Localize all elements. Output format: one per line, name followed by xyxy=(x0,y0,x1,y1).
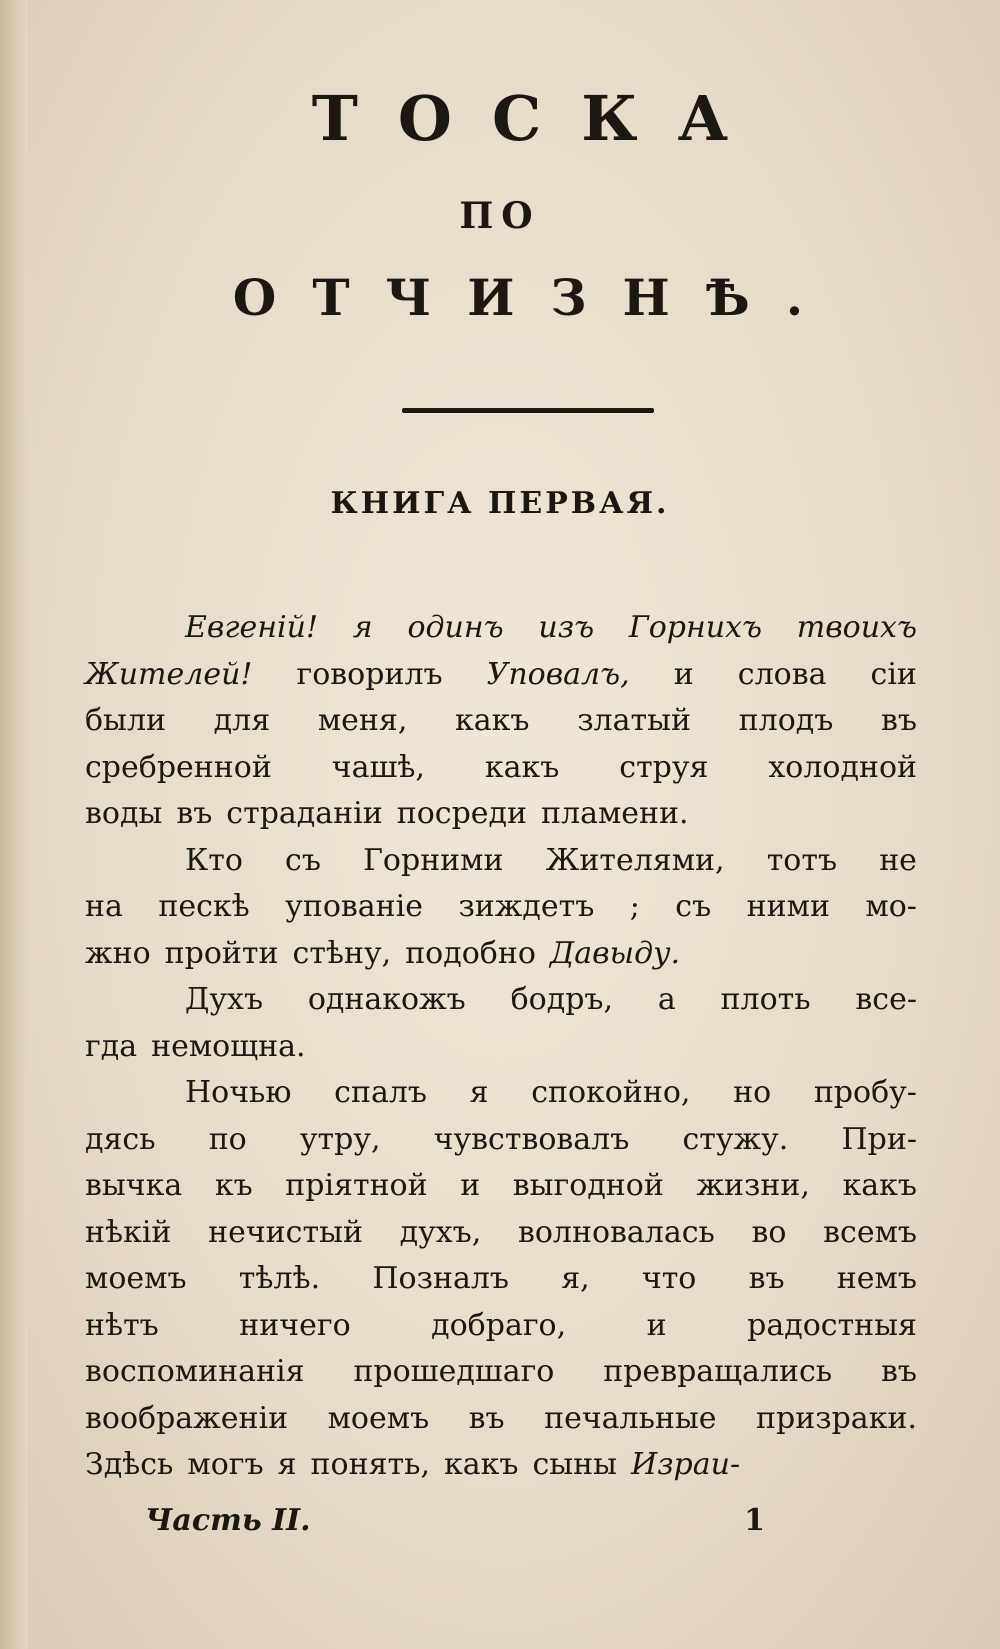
page-signature-number: 1 xyxy=(744,1503,765,1538)
word: какъ xyxy=(455,703,530,738)
word: чашѣ, xyxy=(331,749,425,785)
word: печальные xyxy=(544,1400,717,1436)
word: и xyxy=(460,1168,481,1203)
word: Уповалъ, xyxy=(486,656,630,692)
word: златый xyxy=(577,703,691,738)
word: воды xyxy=(85,796,163,831)
word: слова xyxy=(737,656,827,692)
word: стужу. xyxy=(682,1121,789,1157)
word: холодной xyxy=(768,749,917,785)
page-footer xyxy=(145,1503,765,1538)
word: но xyxy=(733,1075,772,1110)
text-line xyxy=(85,1117,917,1164)
word: моемъ xyxy=(327,1400,430,1436)
word: мо- xyxy=(865,889,917,924)
word: дясь xyxy=(85,1121,156,1157)
word: сіи xyxy=(870,656,917,692)
word: Здѣсь xyxy=(85,1447,174,1482)
text-line xyxy=(85,1349,917,1396)
text-line xyxy=(85,838,917,885)
word: пламени. xyxy=(541,796,689,831)
word: бодръ, xyxy=(510,982,614,1017)
word: для xyxy=(213,703,271,738)
word: и xyxy=(646,1307,667,1343)
word: были xyxy=(85,703,166,738)
word: одинъ xyxy=(407,610,504,645)
word: Кто xyxy=(185,842,243,878)
word: воображеніи xyxy=(85,1400,289,1436)
word: Израи- xyxy=(631,1447,741,1482)
word: однакожъ xyxy=(307,982,466,1017)
title-line-2: ПО xyxy=(459,195,541,237)
word: струя xyxy=(619,749,709,785)
word: зиждетъ xyxy=(458,889,595,924)
text-line xyxy=(85,698,917,745)
word: все- xyxy=(855,982,917,1017)
word: тотъ xyxy=(766,842,838,878)
word: пробу- xyxy=(813,1075,917,1110)
word: подобно xyxy=(405,935,536,971)
word: немощна. xyxy=(151,1028,306,1064)
text-line xyxy=(85,791,917,838)
text-line xyxy=(85,1396,917,1443)
word: какъ xyxy=(443,1447,519,1482)
divider-rule xyxy=(402,408,654,413)
word: нѣкій xyxy=(85,1214,172,1250)
word: въ xyxy=(881,703,917,738)
word: прошедшаго xyxy=(353,1354,555,1389)
word: понять, xyxy=(310,1447,430,1482)
body-text xyxy=(85,605,917,1489)
word: я xyxy=(352,610,373,645)
word: съ xyxy=(285,842,321,878)
word: гда xyxy=(85,1028,138,1064)
word: выгодной xyxy=(512,1168,664,1203)
text-line xyxy=(85,1070,917,1117)
title-line-1: ТОСКА xyxy=(311,82,769,155)
word: ними xyxy=(746,889,830,924)
word: что xyxy=(641,1261,697,1296)
word: Жителями, xyxy=(545,842,725,878)
word: жно xyxy=(85,935,151,971)
word: тѣлѣ. xyxy=(238,1261,321,1296)
word: Евгеній! xyxy=(185,610,319,645)
word: сребренной xyxy=(85,749,272,785)
word: Жителей! xyxy=(85,656,253,692)
word: призраки. xyxy=(756,1400,917,1436)
text-line xyxy=(85,931,917,978)
word: нечистый xyxy=(208,1214,363,1250)
word: нѣтъ xyxy=(85,1307,159,1343)
word: я xyxy=(277,1447,297,1482)
word: воспоминанія xyxy=(85,1354,305,1389)
text-line xyxy=(85,1024,917,1071)
word: ничего xyxy=(239,1307,351,1343)
word: какъ xyxy=(842,1168,917,1203)
word: твоихъ xyxy=(796,610,917,645)
word: жизни, xyxy=(696,1168,810,1203)
text-line xyxy=(85,652,917,699)
word: въ xyxy=(176,796,213,831)
word: вычка xyxy=(85,1168,183,1203)
word: спокойно, xyxy=(531,1075,691,1110)
word: духъ, xyxy=(399,1214,482,1250)
word: изъ xyxy=(538,610,595,645)
word: въ xyxy=(748,1261,785,1296)
word: При- xyxy=(841,1121,917,1157)
word: упованіе xyxy=(285,889,423,924)
word: сыны xyxy=(532,1447,618,1482)
word: пріятной xyxy=(285,1168,428,1203)
word: радостныя xyxy=(747,1307,917,1343)
text-line xyxy=(85,1442,917,1489)
word: посреди xyxy=(396,796,528,831)
word: Горнихъ xyxy=(628,610,762,645)
word: волновалась xyxy=(517,1214,715,1250)
text-line xyxy=(85,1256,917,1303)
word: плоть xyxy=(720,982,811,1017)
word: всемъ xyxy=(823,1214,917,1250)
word: какъ xyxy=(484,749,560,785)
word: Давыду. xyxy=(549,935,681,971)
word: превращались xyxy=(603,1354,833,1389)
title-line-3: ОТЧИЗНѢ. xyxy=(232,268,840,327)
word: на xyxy=(85,889,123,924)
word: моемъ xyxy=(85,1261,187,1296)
word: добраго, xyxy=(431,1307,567,1343)
text-line xyxy=(85,745,917,792)
signature-mark: Часть II. xyxy=(145,1503,311,1538)
word: и xyxy=(673,656,694,692)
page-gutter xyxy=(0,0,28,1649)
text-line xyxy=(85,977,917,1024)
word: плодъ xyxy=(738,703,834,738)
word: не xyxy=(879,842,917,878)
word: я xyxy=(469,1075,489,1110)
word: говорилъ xyxy=(296,656,443,692)
text-line xyxy=(85,1163,917,1210)
word: ; xyxy=(629,889,640,924)
text-line xyxy=(85,1303,917,1350)
word: пескѣ xyxy=(158,889,250,924)
word: въ xyxy=(881,1354,917,1389)
word: страданіи xyxy=(226,796,383,831)
word: меня, xyxy=(317,703,408,738)
word: а xyxy=(657,982,676,1017)
word: пройти xyxy=(164,935,279,971)
word: Духъ xyxy=(185,982,264,1017)
word: Позналъ xyxy=(372,1261,509,1296)
word: Ночью xyxy=(185,1075,292,1110)
word: спалъ xyxy=(334,1075,427,1110)
word: къ xyxy=(214,1168,253,1203)
word: немъ xyxy=(836,1261,917,1296)
word: по xyxy=(208,1121,247,1157)
text-line xyxy=(85,605,917,652)
text-line xyxy=(85,1210,917,1257)
word: могъ xyxy=(187,1447,264,1482)
word: съ xyxy=(675,889,712,924)
word: стѣну, xyxy=(292,935,392,971)
text-line xyxy=(85,884,917,931)
word: чувствовалъ xyxy=(433,1121,630,1157)
word: въ xyxy=(468,1400,505,1436)
book-heading: КНИГА ПЕРВАЯ. xyxy=(330,486,670,521)
word: я, xyxy=(561,1261,590,1296)
word: Горними xyxy=(363,842,504,878)
word: утру, xyxy=(299,1121,381,1157)
word: во xyxy=(751,1214,787,1250)
